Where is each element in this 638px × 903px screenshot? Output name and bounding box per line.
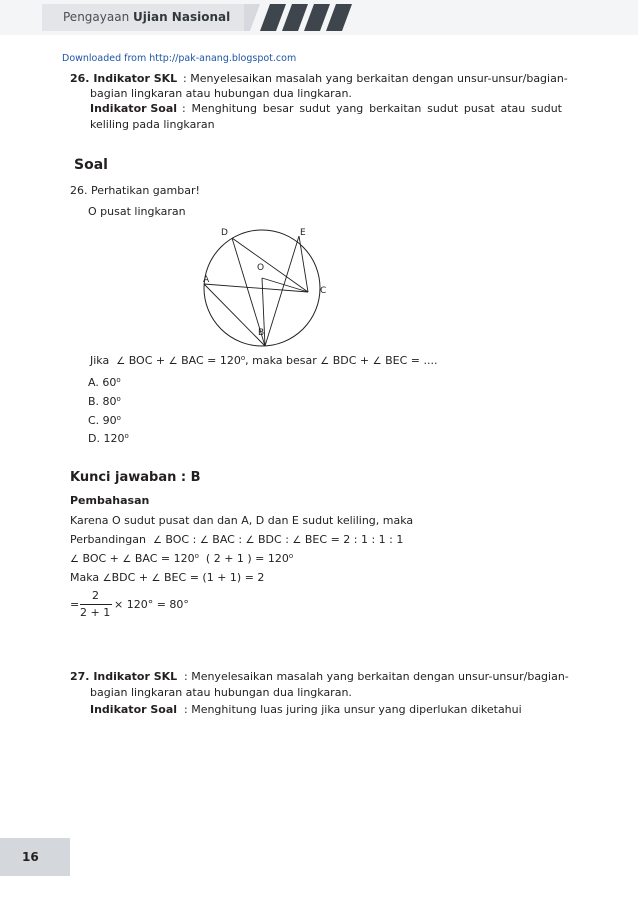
figure-label-a: A [203,275,210,285]
q27-soal-label: Indikator Soal [90,703,178,716]
angle-symbol: ∠ [245,535,255,546]
question-stem: Jika ∠ BOC + ∠ BAC = $120^o$, maka besar ∠ BDC + ∠ BEC = .... [90,354,438,367]
angle-symbol: ∠ [168,356,178,367]
angle-symbol: ∠ [151,573,161,584]
angle-symbol: ∠ [292,535,302,546]
fraction-equals: = [70,598,80,611]
pembahasan-label: Pembahasan [70,494,150,507]
angle-symbol: ∠ [122,554,132,565]
figure-label-e: E [300,228,306,238]
header-title: Pengayaan Ujian Nasional [63,10,231,24]
q26-skl-text-2: bagian lingkaran atau hubungan dua lingkaran. [90,87,352,100]
figure-label-b: B [258,328,265,338]
solution-line-2: Perbandingan ∠ BOC : ∠ BAC : ∠ BDC : ∠ BEC = 2 : 1 : 1 : 1 [70,533,404,546]
solution-line-1: Karena O sudut pusat dan dan A, D dan E sudut keliling, maka [70,514,414,527]
q26-soal-text-2: keliling pada lingkaran [90,118,215,131]
angle-symbol: ∠ [70,554,79,565]
figure-label-d: D [221,228,228,238]
question-intro: 26. Perhatikan gambar! [70,184,200,197]
angle-symbol: ∠ [199,535,209,546]
option-a: A. 60$^o$ [88,376,121,389]
angle-symbol: ∠ [320,356,330,367]
answer-key: Kunci jawaban : B [70,470,201,485]
solution-line-3: ∠ BOC + ∠ BAC = $120^o$ ( 2 + 1 ) = $120^o$ [70,552,294,565]
figure-label-c: C [320,286,327,296]
figure-label-o: O [257,263,265,273]
option-c: C. 90$^o$ [88,414,121,427]
q27-soal-text: : Menghitung luas juring jika unsur yang diperlukan diketahui [184,703,522,716]
fraction-bar [80,604,112,605]
angle-symbol: ∠ [372,356,382,367]
soal-heading: Soal [74,157,108,173]
angle-symbol: ∠ [102,573,112,584]
page-number: 16 [22,850,39,864]
option-d: D. 120$^o$ [88,432,129,445]
fraction-numerator: 2 [92,589,99,602]
solution-line-4: Maka ∠BDC + ∠ BEC = (1 + 1) = 2 [70,571,265,584]
fraction-denominator: 2 + 1 [80,606,111,619]
angle-symbol: ∠ [152,535,162,546]
q26-soal-text-1: : Menghitung besar sudut yang berkaitan sudut pusat atau sudut [182,102,562,115]
option-b: B. 80$^o$ [88,395,121,408]
q27-skl-text-1: : Menyelesaikan masalah yang berkaitan dengan unsur-unsur/bagian- [184,670,569,683]
question-note: O pusat lingkaran [88,205,186,218]
q26-skl-text-1: : Menyelesaikan masalah yang berkaitan dengan unsur-unsur/bagian- [183,72,568,85]
fraction-result: × 120° = 80° [114,598,189,611]
q27-skl-text-2: bagian lingkaran atau hubungan dua lingkaran. [90,686,352,699]
angle-symbol: ∠ [116,356,126,367]
q27-skl-label: 27. Indikator SKL [70,670,178,683]
header-stripes-decoration [244,4,384,31]
download-link[interactable]: Downloaded from http://pak-anang.blogspot.com [62,53,297,64]
q26-soal-label: Indikator Soal [90,102,178,115]
circle-figure [195,222,345,347]
q26-skl-label: 26. Indikator SKL [70,72,178,85]
